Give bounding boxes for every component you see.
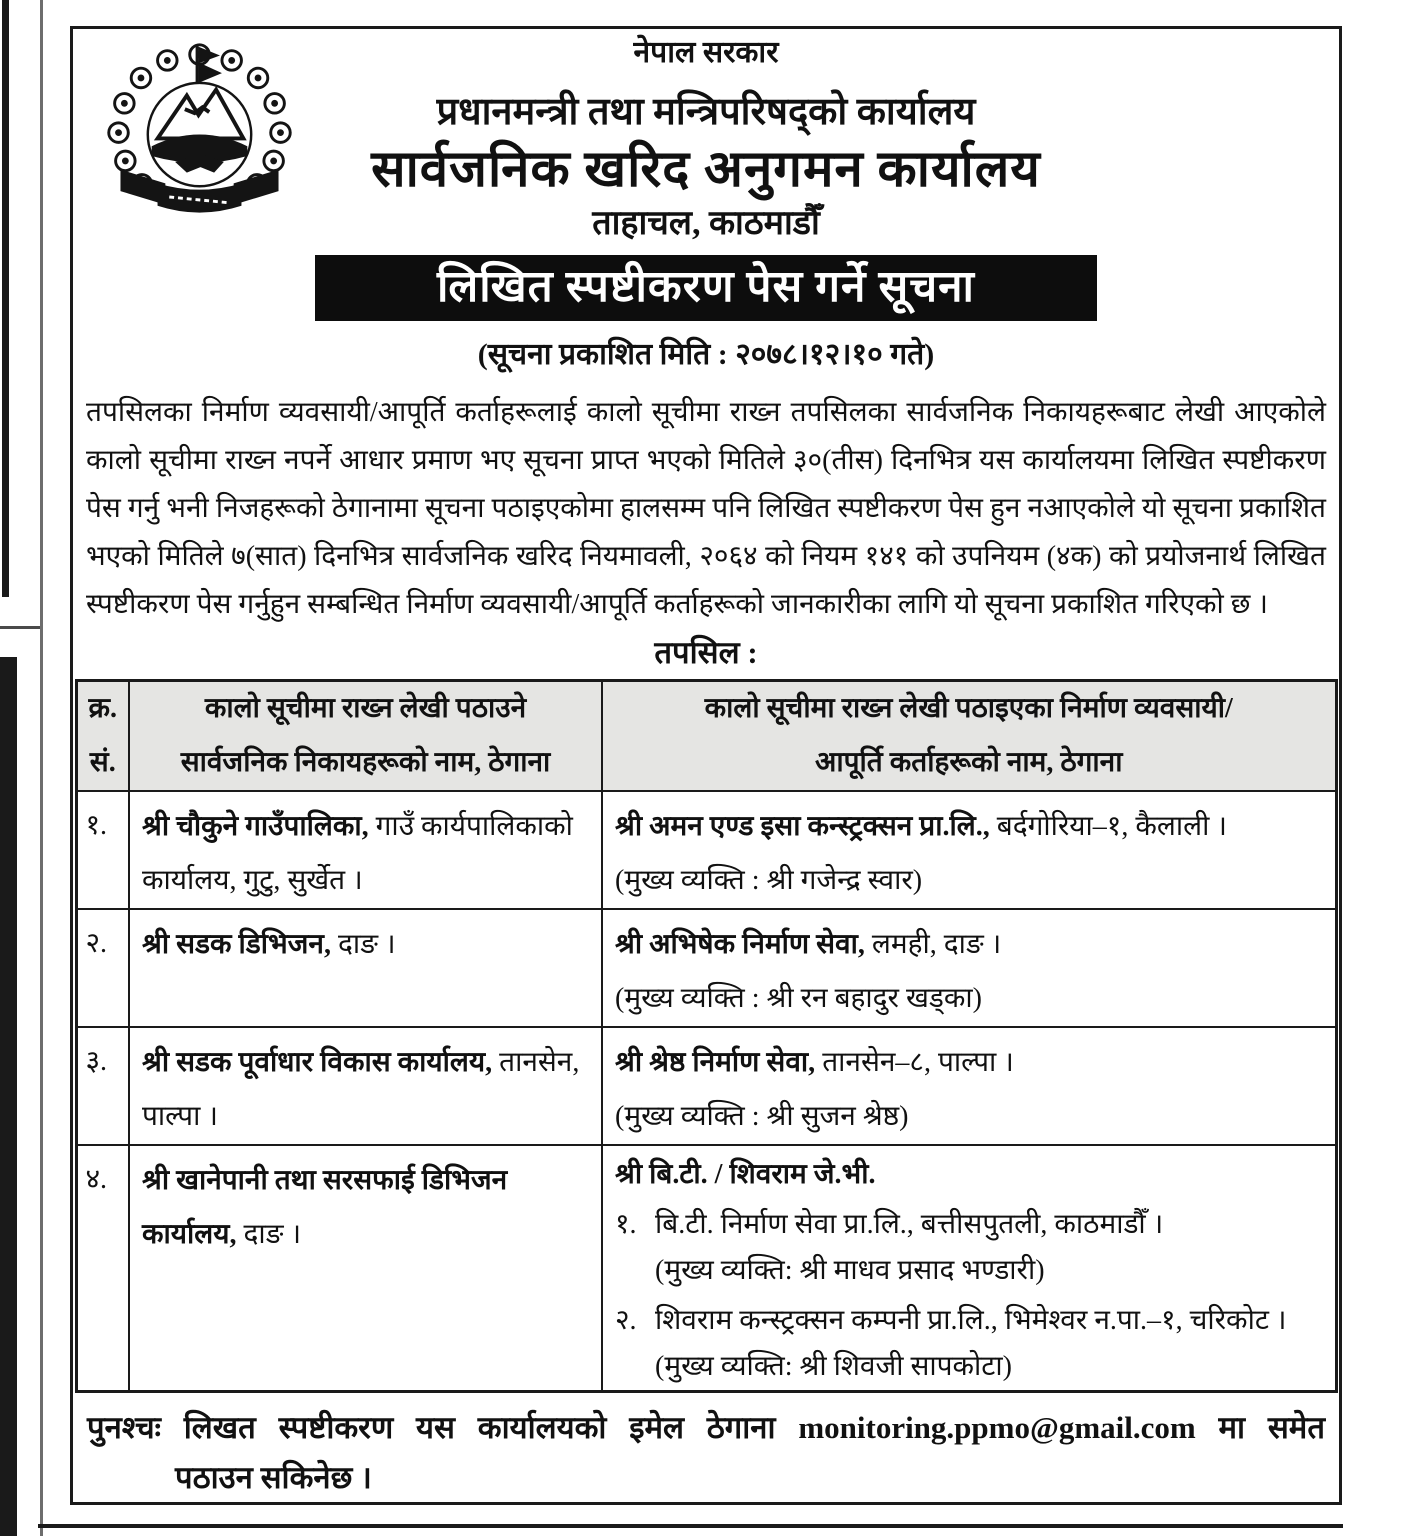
postscript-note xyxy=(87,1403,1325,1503)
header-contractor-supplier: कालो सूचीमा राख्न लेखी पठाइएका निर्माण व्यवसायी/ आपूर्ति कर्ताहरूको नाम, ठेगाना xyxy=(602,681,1336,792)
nepal-emblem-icon xyxy=(97,37,302,237)
table-row xyxy=(76,1145,1336,1392)
row-serial: ३. xyxy=(76,1027,129,1145)
nepal-emblem-logo xyxy=(97,37,302,237)
adjacent-column-rule-line xyxy=(0,626,43,629)
row-agency: श्री सडक डिभिजन, दाङ । xyxy=(129,909,602,1027)
header-public-agency: कालो सूचीमा राख्न लेखी पठाउने सार्वजनिक निकायहरूको नाम, ठेगाना xyxy=(129,681,602,792)
table-row xyxy=(76,791,1336,909)
notice-body-paragraph: तपसिलका निर्माण व्यवसायी/आपूर्ति कर्ताहरूलाई कालो सूचीमा राख्न तपसिलका सार्वजनिक निकायहरूबाट लेखी आएकोले कालो सूचीमा राख्न नपर्ने आधार प्रमाण भए सूचना प्राप्त भएको मितिले ३०(तीस) दिनभित्र यस कार्यालयमा लिखित स्पष्टीकरण पेस गर्नु भनी निजहरूको ठेगानामा सूचना पठाइएकोमा हालसम्म पनि लिखित स्पष्टीकरण पेस हुन नआएकोले यो सूचना प्रकाशित भएको मितिले ७(सात) दिनभित्र सार्वजनिक खरिद नियमावली, २०६४ को नियम १४१ को उपनियम (४क) को प्रयोजनार्थ लिखित स्पष्टीकरण पेस गर्नुहुन सम्बन्धित निर्माण व्यवसायी/आपूर्ति कर्ताहरूको जानकारीका लागि यो सूचना प्रकाशित गरिएको छ । xyxy=(86,397,1326,620)
row-firm: श्री श्रेष्ठ निर्माण सेवा, तानसेन–८, पाल्पा । (मुख्य व्यक्ति : श्री सुजन श्रेष्ठ) xyxy=(602,1027,1336,1145)
email-address: monitoring.ppmo@gmail.com xyxy=(798,1410,1196,1445)
jv-member: १. बि.टी. निर्माण सेवा प्रा.लि., बत्तीसपुतली, काठमाडौँ । (मुख्य व्यक्ति: श्री माधव प्रसाद भण्डारी) xyxy=(615,1202,1323,1294)
office-name: सार्वजनिक खरिद अनुगमन कार्यालय xyxy=(371,142,1041,198)
published-date-line: (सूचना प्रकाशित मिति : २०७८।१२।१० गते) xyxy=(477,338,935,371)
table-row xyxy=(76,1027,1336,1145)
row-contact-person: (मुख्य व्यक्ति : श्री रन बहादुर खड्का) xyxy=(615,983,982,1014)
notice-title: लिखित स्पष्टीकरण पेस गर्ने सूचना xyxy=(437,262,975,311)
blacklist-table xyxy=(75,679,1338,1393)
row-agency: श्री चौकुने गाउँपालिका, गाउँ कार्यपालिकाको कार्यालय, गुटु, सुर्खेत । xyxy=(129,791,602,909)
row-serial: ४. xyxy=(76,1145,129,1392)
notice-title-banner xyxy=(315,255,1097,321)
column-separator-line xyxy=(40,0,43,1536)
row-serial: १. xyxy=(76,791,129,909)
row-contact-person: (मुख्य व्यक्ति : श्री गजेन्द्र स्वार) xyxy=(615,865,923,896)
postscript-line2: पठाउन सकिनेछ । xyxy=(175,1460,372,1495)
adjacent-ad-border-bar xyxy=(0,657,17,1536)
row-firm: श्री अमन एण्ड इसा कन्स्ट्रक्सन प्रा.लि., बर्दगोरिया–१, कैलाली । (मुख्य व्यक्ति : श्री गजेन्द्र स्वार) xyxy=(602,791,1336,909)
adjacent-column-border-line xyxy=(2,0,9,597)
row-contact-person: (मुख्य व्यक्ति : श्री सुजन श्रेष्ठ) xyxy=(615,1101,909,1132)
row-agency: श्री खानेपानी तथा सरसफाई डिभिजन कार्यालय, दाङ । xyxy=(129,1145,602,1392)
row-firm-joint-venture xyxy=(602,1145,1336,1392)
notice-box xyxy=(70,26,1342,1505)
schedule-heading: तपसिल : xyxy=(654,635,758,670)
office-address: ताहाचल, काठमाडौँ xyxy=(592,205,820,242)
row-contact-person: (मुख्य व्यक्ति: श्री माधव प्रसाद भण्डारी) xyxy=(655,1255,1045,1286)
table-row xyxy=(76,909,1336,1027)
jv-member: २. शिवराम कन्स्ट्रक्सन कम्पनी प्रा.लि., भिमेश्वर न.पा.–१, चरिकोट । (मुख्य व्यक्ति: श्री शिवजी सापकोटा) xyxy=(615,1298,1323,1390)
parent-office-name: प्रधानमन्त्री तथा मन्त्रिपरिषद्को कार्यालय xyxy=(436,91,976,133)
government-name: नेपाल सरकार xyxy=(633,36,779,69)
row-serial: २. xyxy=(76,909,129,1027)
row-contact-person: (मुख्य व्यक्ति: श्री शिवजी सापकोटा) xyxy=(655,1351,1012,1382)
table-header-row xyxy=(76,681,1336,792)
header-serial-number: क्र. सं. xyxy=(76,681,129,792)
postscript-suffix: मा समेत xyxy=(1195,1410,1325,1445)
row-firm: श्री अभिषेक निर्माण सेवा, लमही, दाङ । (मुख्य व्यक्ति : श्री रन बहादुर खड्का) xyxy=(602,909,1336,1027)
row-agency: श्री सडक पूर्वाधार विकास कार्यालय, तानसेन, पाल्पा । xyxy=(129,1027,602,1145)
jv-title: श्री बि.टी. / शिवराम जे.भी. xyxy=(615,1159,876,1190)
bottom-clipping-rule-line xyxy=(38,1524,1343,1528)
postscript-prefix: पुनश्चः लिखत स्पष्टीकरण यस कार्यालयको इमेल ठेगाना xyxy=(87,1410,799,1445)
